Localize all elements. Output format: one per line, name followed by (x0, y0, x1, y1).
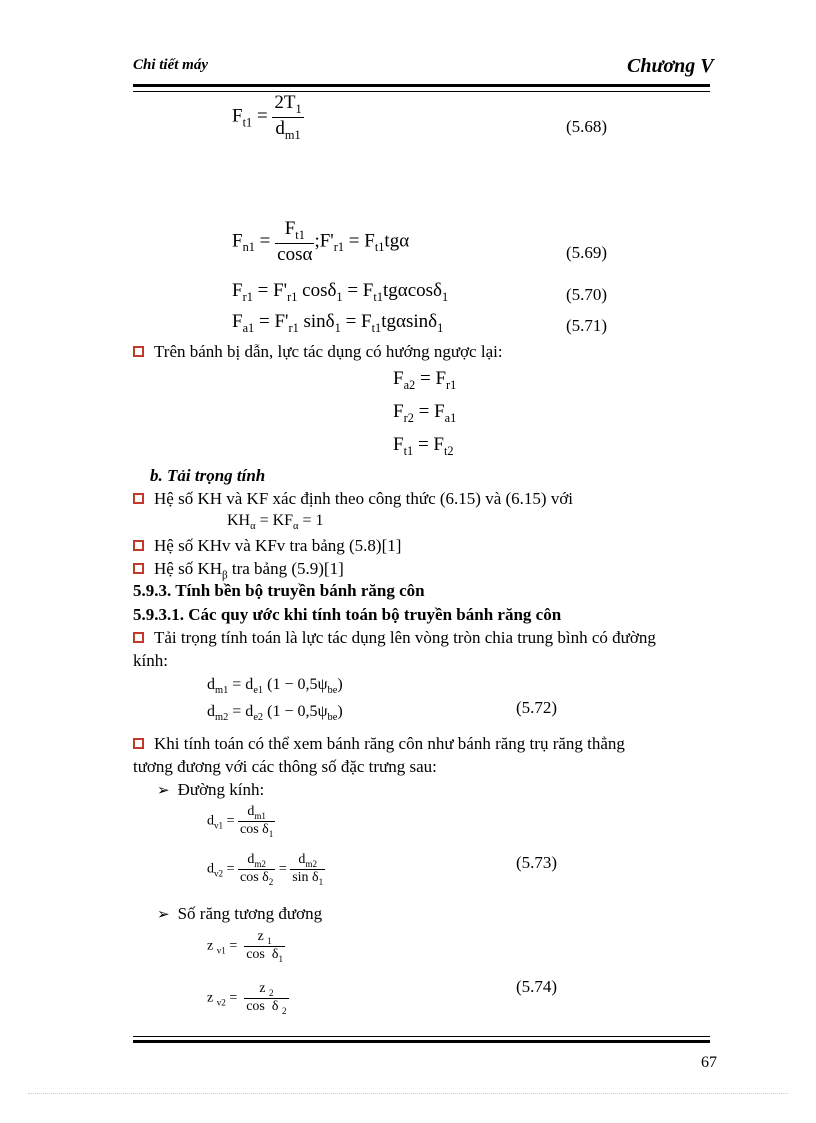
eq-number-5-69: (5.69) (566, 243, 608, 262)
eq-number-5-74: (5.74) (516, 977, 558, 996)
header-rule-thin (133, 91, 710, 92)
bullet-equiv: Khi tính toán có thể xem bánh răng côn như bánh răng trụ răng thẳng (133, 734, 625, 754)
subheading-b: b. Tải trọng tính (150, 466, 266, 485)
eq-number-5-68: (5.68) (566, 117, 608, 136)
footer-rule-thin (133, 1036, 710, 1037)
bullet-kh-kf: Hệ số KH và KF xác định theo công thức (6.15) và (6.15) với (133, 489, 573, 509)
equation-5-70: $F_{r1} = F'_{r1}$ $\cos\delta_1 = F_{t1}tg\alpha\cos\delta_1$ (232, 280, 449, 304)
arrow-diameter: ➢ Đường kính: (157, 780, 265, 799)
eq-number-5-73: (5.73) (516, 853, 558, 872)
square-bullet-icon (133, 563, 144, 574)
bullet-driven: Trên bánh bị dẫn, lực tác dụng có hướng ngược lại: (133, 342, 503, 362)
equation-dv2: $d_{v2}$ = $\frac{d_{m2}}{\cos \delta_2}$ = $\frac{d_{m2}}{\sin \delta_1}$ (207, 852, 324, 887)
arrow-teeth: ➢ Số răng tương đương (157, 904, 323, 923)
equation-ft1: $F_{t1} = F_{t2}$ (393, 434, 454, 458)
footer-rule (133, 1040, 710, 1043)
equation-kh-alpha: $KH_\alpha = KF_\alpha = 1$ (227, 512, 324, 533)
bullet-khv: Hệ số KHv và KFv tra bảng (5.8)[1] (133, 536, 401, 556)
arrow-bullet-icon: ➢ (157, 907, 170, 923)
page-edge (28, 1093, 788, 1094)
square-bullet-icon (133, 632, 144, 643)
page-number: 67 (701, 1054, 717, 1071)
square-bullet-icon (133, 493, 144, 504)
bullet-khb: Hệ số $KH_\beta$ tra bảng (5.9)[1] (133, 559, 344, 581)
header-left: Chi tiết máy (133, 57, 208, 73)
equiv-line-2: tương đương với các thông số đặc trưng sau: (133, 757, 437, 776)
equation-zv1: z $_{v1}$ = $\frac{z _1}{\cos \delta_1}$ (207, 929, 284, 964)
equation-dm1: $d_{m1} = d_{e1}$ $(1 - 0,5\psi_{be})$ (207, 676, 343, 697)
equation-zv2: z $_{v2}$ = $\frac{z _2}{\cos \delta _2}$ (207, 981, 287, 1016)
header-rule (133, 84, 710, 87)
equation-fr2: $F_{r2} = F_{a1}$ (393, 401, 457, 425)
header-right: Chương V (627, 55, 714, 77)
square-bullet-icon (133, 540, 144, 551)
square-bullet-icon (133, 346, 144, 357)
equation-dm2: $d_{m2} = d_{e2}$ $(1 - 0,5\psi_{be})$ (207, 703, 343, 724)
square-bullet-icon (133, 738, 144, 749)
equation-dv1: $d_{v1}$ = $\frac{d_{m1}}{\cos \delta_1}$ (207, 804, 274, 839)
bullet-load: Tải trọng tính toán là lực tác dụng lên vòng tròn chia trung bình có đường (133, 628, 656, 648)
equation-5-69: $F_{n1}$ = $\frac{F_{t1}}{\cos\alpha}$ $;F'_{r1} = F_{t1}tg\alpha$ (232, 218, 410, 265)
eq-number-5-72: (5.72) (516, 698, 558, 717)
equation-5-68: $F_{t1}$ = $\frac{2T_1}{d_{m1}}$ (232, 92, 302, 142)
section-5-9-3: 5.9.3. Tính bền bộ truyền bánh răng côn (133, 581, 425, 600)
equation-fa2: $F_{a2} = F_{r1}$ (393, 368, 457, 392)
section-5-9-3-1: 5.9.3.1. Các quy ước khi tính toán bộ truyền bánh răng côn (133, 605, 562, 624)
eq-number-5-70: (5.70) (566, 285, 608, 304)
equation-5-71: $F_{a1} = F'_{r1}$ $\sin\delta_1 = F_{t1}tg\alpha\sin\delta_1$ (232, 311, 444, 335)
eq-number-5-71: (5.71) (566, 316, 608, 335)
arrow-bullet-icon: ➢ (157, 783, 170, 799)
load-line-2: kính: (133, 651, 168, 670)
